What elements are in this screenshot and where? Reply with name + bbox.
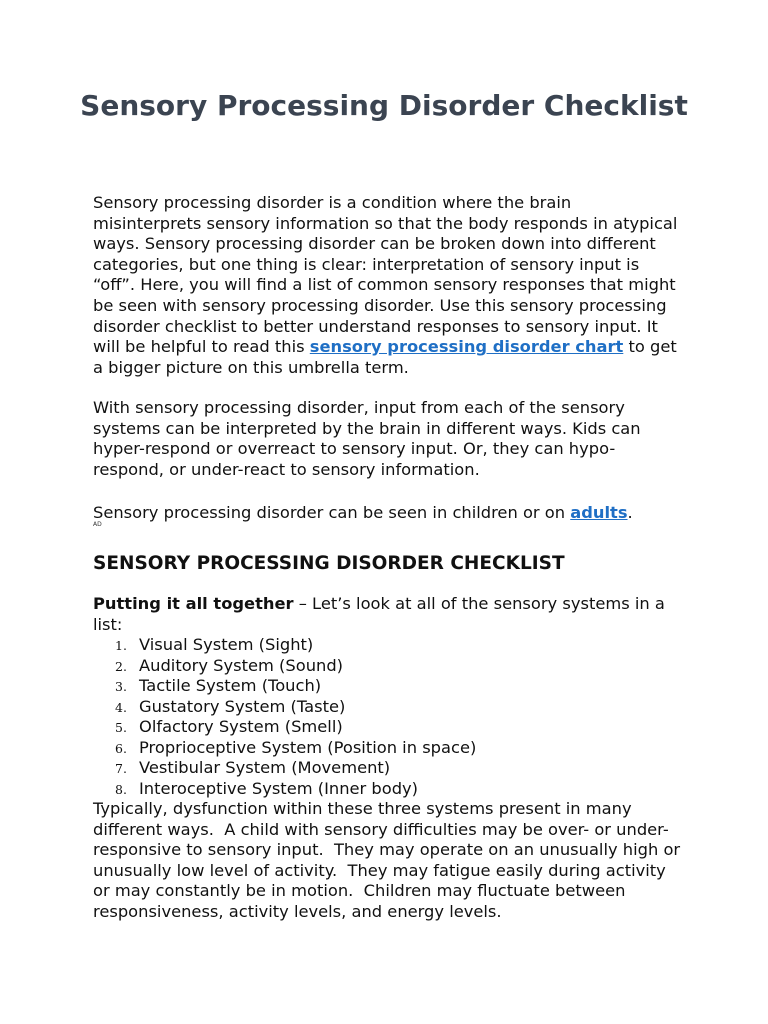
intro-text: Sensory processing disorder is a condition where the brain misinterprets sensory information so that the body responds in atypical ways. Sensory processing disorder can be broken down into different categories, but one thing is clear: interpretation of sensory input is “off”. Here, you will find a list of common sensory responses that might be seen with sensory processing disorder. Use this sensory processing disorder checklist to better understand responses to sensory input. It will be helpful to read this bbox=[93, 193, 678, 357]
chart-link[interactable]: sensory processing disorder chart bbox=[309, 337, 624, 357]
section-heading: SENSORY PROCESSING DISORDER CHECKLIST bbox=[93, 553, 565, 574]
list-label: Vestibular System (Movement) bbox=[139, 758, 391, 777]
putting-together-paragraph bbox=[93, 594, 683, 635]
list-label: Tactile System (Touch) bbox=[139, 676, 322, 695]
list-item bbox=[93, 635, 653, 656]
list-label: Gustatory System (Taste) bbox=[139, 696, 346, 716]
list-item bbox=[93, 717, 653, 738]
list-number: 1. bbox=[115, 638, 127, 653]
list-item bbox=[93, 697, 653, 718]
list-item bbox=[93, 738, 653, 759]
list-label: Interoceptive System (Inner body) bbox=[139, 778, 419, 798]
list-item bbox=[93, 656, 653, 677]
list-number: 2. bbox=[115, 658, 127, 674]
intro-paragraph bbox=[93, 193, 683, 378]
putting-together-lead: Putting it all together bbox=[93, 594, 294, 613]
list-number: 4. bbox=[115, 699, 127, 715]
list-number: 8. bbox=[115, 781, 127, 797]
list-label: Visual System (Sight) bbox=[139, 635, 314, 654]
adults-text: Sensory processing disorder can be seen in children or on bbox=[93, 503, 571, 522]
list-number: 3. bbox=[115, 679, 127, 694]
list-number: 6. bbox=[115, 740, 127, 756]
list-label: Proprioceptive System (Position in space) bbox=[139, 737, 477, 757]
list-item bbox=[93, 676, 653, 697]
list-number: 7. bbox=[115, 761, 127, 776]
sensory-systems-paragraph: With sensory processing disorder, input from each of the sensory systems can be interpreted by the brain in different ways. Kids can hyper-respond or overreact to sensory input. Or, they can hypo-respond, or under-react to sensory information. bbox=[93, 398, 641, 479]
list-number: 5. bbox=[115, 720, 127, 735]
adults-paragraph bbox=[93, 503, 683, 524]
ad-label: AD bbox=[93, 521, 102, 528]
intro-text-end: to get a bigger picture on this umbrella term. bbox=[93, 337, 677, 377]
adults-text-end: . bbox=[627, 503, 633, 522]
page-title: Sensory Processing Disorder Checklist bbox=[80, 89, 688, 122]
adults-link[interactable]: adults bbox=[570, 503, 628, 522]
closing-paragraph: Typically, dysfunction within these three systems present in many different ways. A child with sensory difficulties may be over- or under-responsive to sensory input. They may operate on an unusually high or unusually low level of activity. They may fatigue easily during activity or may constantly be in motion. Children may fluctuate between responsiveness, activity levels, and energy levels. bbox=[93, 799, 681, 921]
list-label: Olfactory System (Smell) bbox=[139, 717, 343, 736]
list-item bbox=[93, 779, 653, 800]
sensory-systems-list bbox=[93, 635, 653, 799]
list-item bbox=[93, 758, 653, 779]
list-label: Auditory System (Sound) bbox=[139, 655, 344, 675]
putting-together-text: – Let’s look at all of the sensory systems in a list: bbox=[93, 594, 665, 634]
